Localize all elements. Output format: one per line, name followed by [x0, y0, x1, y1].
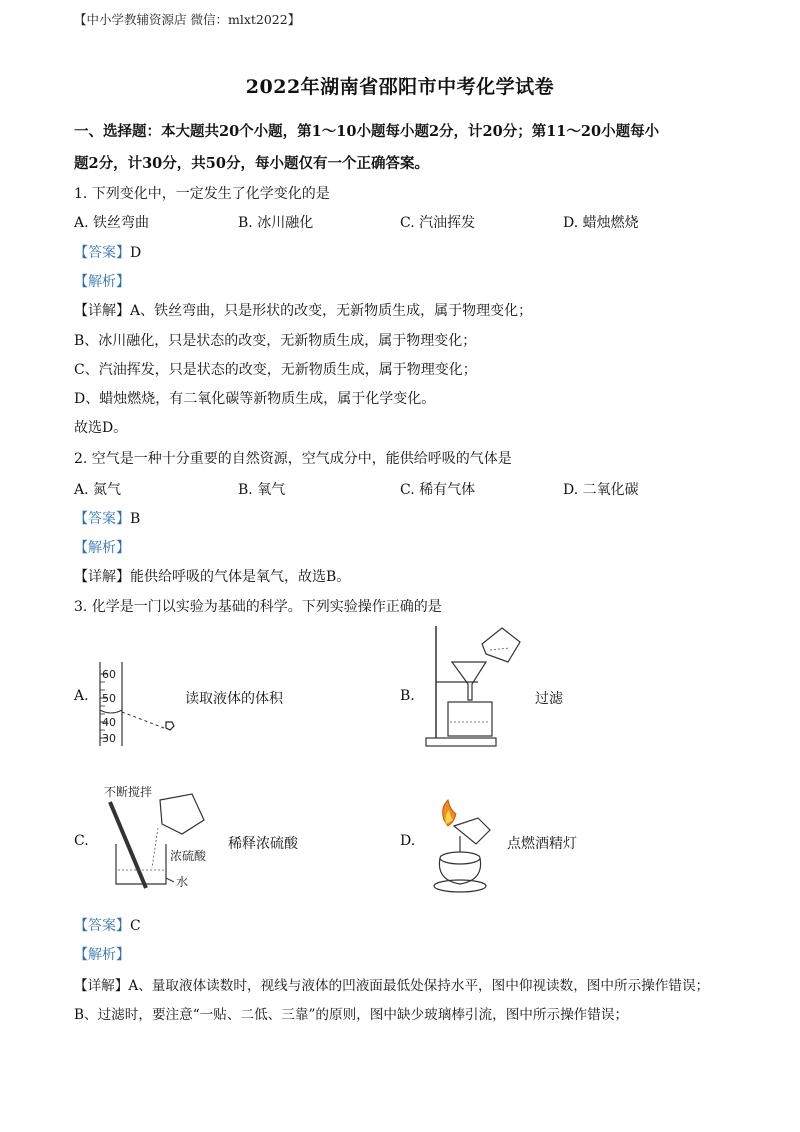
graduated-cylinder-figure [92, 660, 192, 754]
q3-answer-value: C [130, 918, 141, 934]
q2-answer [74, 508, 140, 528]
q3-detail-1 [74, 974, 709, 994]
alcohol-lamp-figure [420, 796, 500, 900]
q1-detail-text: A、铁丝弯曲，只是形状的改变，无新物质生成，属于物理变化； [130, 303, 533, 319]
q3-option-d-letter: D. [400, 833, 416, 849]
q1-option-c: C. 汽油挥发 [400, 215, 476, 231]
q3-option-d-caption: 点燃酒精灯 [507, 836, 577, 852]
tick-label-30: 30 [102, 732, 116, 745]
q2-stem: 2. 空气是一种十分重要的自然资源，空气成分中，能供给呼吸的气体是 [74, 451, 512, 467]
q3-analysis-label: 【解析】 [74, 947, 130, 963]
water-label: 水 [176, 875, 189, 889]
q2-detail-text: 能供给呼吸的气体是氧气，故选B。 [130, 569, 351, 585]
q2-option-d: D. 二氧化碳 [563, 482, 639, 498]
tick-label-50: 50 [102, 692, 116, 705]
tick-label-40: 40 [102, 716, 116, 729]
section-heading-line2: 题2分，计30分，共50分，每小题仅有一个正确答案。 [74, 155, 429, 172]
header-note: 【中小学教辅资源店 微信：mlxt2022】 [74, 12, 301, 27]
q1-answer [74, 242, 141, 262]
q2-answer-value: B [130, 511, 141, 527]
detail-label: 【详解】 [74, 303, 130, 319]
q3-detail-text: A、量取液体读数时，视线与液体的凹液面最低处保持水平，图中仰视读数，图中所示操作错误； [128, 978, 710, 994]
q1-detail-2: B、冰川融化，只是状态的改变，无新物质生成，属于物理变化； [74, 333, 477, 349]
q1-detail-3: C、汽油挥发，只是状态的改变，无新物质生成，属于物理变化； [74, 362, 477, 378]
q1-option-b: B. 冰川融化 [238, 215, 314, 231]
q3-option-a-letter: A. [74, 688, 89, 704]
q3-option-c-letter: C. [74, 833, 89, 849]
q1-option-d: D. 蜡烛燃烧 [563, 215, 639, 231]
q2-detail [74, 566, 350, 586]
q3-stem: 3. 化学是一门以实验为基础的科学。下列实验操作正确的是 [74, 599, 442, 615]
q1-answer-value: D [130, 245, 142, 261]
page-title: 2022年湖南省邵阳市中考化学试卷 [245, 76, 555, 98]
section-heading-line1: 一、选择题：本大题共20个小题，第1～10小题每小题2分，计20分；第11～20小题每小 [74, 123, 660, 140]
q2-analysis-label: 【解析】 [74, 540, 130, 556]
q1-option-a: A. 铁丝弯曲 [74, 215, 150, 231]
q3-detail-2: B、过滤时，要注意“一贴、二低、三靠”的原则，图中缺少玻璃棒引流，图中所示操作错误； [74, 1007, 629, 1023]
detail-label: 【详解】 [74, 978, 129, 994]
q3-answer [74, 915, 141, 935]
answer-label: 【答案】 [74, 245, 130, 261]
q2-option-c: C. 稀有气体 [400, 482, 476, 498]
detail-label: 【详解】 [74, 569, 130, 585]
q1-analysis-label: 【解析】 [74, 274, 130, 290]
answer-label: 【答案】 [74, 511, 130, 527]
acid-label: 浓硫酸 [170, 849, 207, 863]
q1-stem: 1. 下列变化中，一定发生了化学变化的是 [74, 186, 330, 202]
tick-label-60: 60 [102, 668, 116, 681]
eye-icon [166, 722, 174, 730]
q3-option-b-letter: B. [400, 688, 415, 704]
stir-label: 不断搅拌 [104, 785, 153, 799]
q1-detail-4: D、蜡烛燃烧，有二氧化碳等新物质生成，属于化学变化。 [74, 391, 436, 407]
filtration-apparatus-figure [420, 620, 530, 754]
q2-option-b: B. 氧气 [238, 482, 286, 498]
dilution-figure [96, 784, 216, 898]
q1-conclusion: 故选D。 [74, 420, 128, 436]
answer-label: 【答案】 [74, 918, 130, 934]
q2-option-a: A. 氮气 [74, 482, 122, 498]
q3-option-a-caption: 读取液体的体积 [185, 691, 283, 707]
q3-option-b-caption: 过滤 [535, 691, 563, 707]
q3-option-c-caption: 稀释浓硫酸 [228, 836, 298, 852]
q1-detail-1 [74, 300, 532, 320]
